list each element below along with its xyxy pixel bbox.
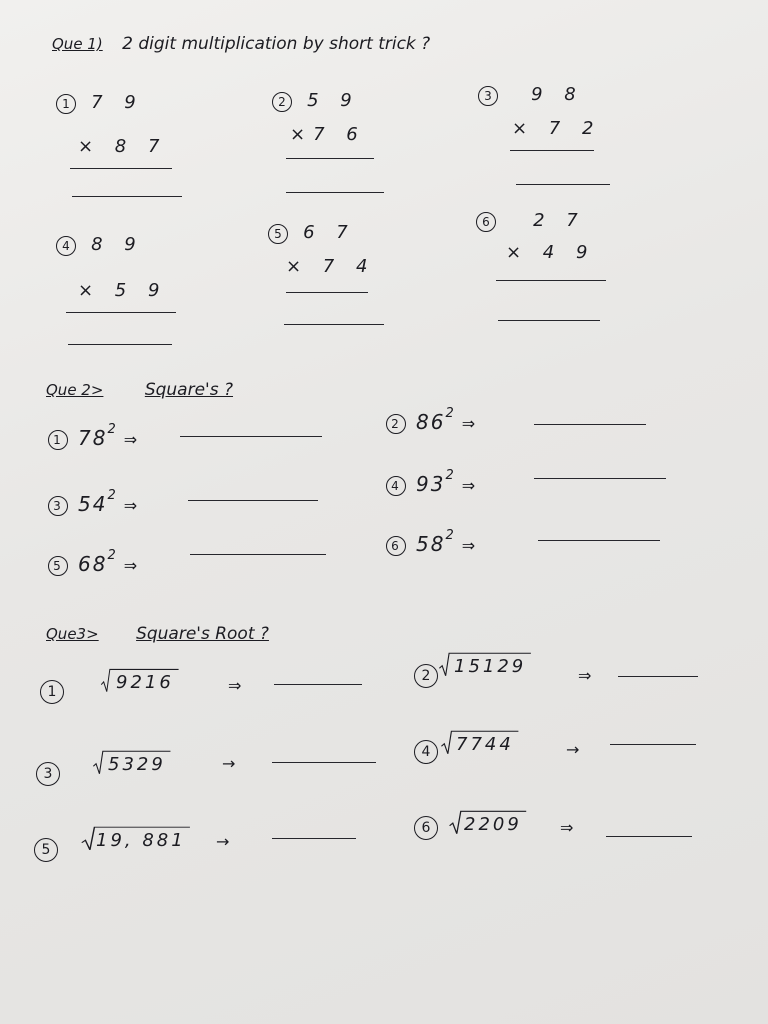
q2-item-3 <box>48 488 140 516</box>
q3-item-5-sqrt <box>80 826 192 851</box>
answer-line[interactable] <box>538 540 660 541</box>
implies-arrow: ⇒ <box>560 818 574 837</box>
q2-item-4 <box>386 468 478 496</box>
problem-number-badge: 3 <box>48 496 68 516</box>
q2-item-2 <box>386 406 478 434</box>
square-base: 68 <box>78 552 108 576</box>
radicand: 19, 881 <box>96 830 186 851</box>
q2-heading <box>46 380 233 400</box>
square-base: 58 <box>416 532 446 556</box>
answer-line[interactable] <box>190 554 326 555</box>
problem-number-badge: 4 <box>414 740 438 764</box>
problem-number-badge: 5 <box>34 838 58 862</box>
problem-number-badge: 1 <box>56 94 76 114</box>
radicand: 2209 <box>464 814 522 835</box>
q1-problem-5 <box>268 222 356 244</box>
square-exponent: 2 <box>107 422 118 438</box>
square-exponent: 2 <box>107 548 118 564</box>
implies-arrow: ⇒ <box>461 414 478 433</box>
radicand: 15129 <box>454 656 527 677</box>
q3-item-1-number <box>40 680 74 704</box>
implies-arrow: ⇒ <box>123 556 140 575</box>
q1-problem-3 <box>478 84 584 106</box>
answer-line[interactable] <box>68 344 172 345</box>
implies-arrow: ⇒ <box>461 476 478 495</box>
radicand: 7744 <box>456 734 514 755</box>
q1-title: 2 digit multiplication by short trick ? <box>122 34 431 54</box>
q3-heading <box>46 624 269 644</box>
implies-arrow: → <box>566 740 580 759</box>
implies-arrow: ⇒ <box>123 430 140 449</box>
answer-line[interactable] <box>274 684 362 685</box>
multiplicand: 7 9 <box>91 92 144 113</box>
problem-number-badge: 4 <box>386 476 406 496</box>
square-base: 78 <box>78 426 108 450</box>
answer-line[interactable] <box>272 762 376 763</box>
square-base: 93 <box>416 472 446 496</box>
q3-item-6-sqrt <box>448 810 528 835</box>
q1-problem-1-multiplier: × 8 7 <box>78 136 168 157</box>
answer-line[interactable] <box>286 192 384 193</box>
q3-item-2-sqrt <box>438 652 532 677</box>
answer-line[interactable] <box>534 478 666 479</box>
q1-problem-6-multiplier: × 4 9 <box>506 242 596 263</box>
q3-item-6-number <box>414 816 448 840</box>
problem-number-badge: 2 <box>386 414 406 434</box>
square-base: 54 <box>78 492 108 516</box>
multiplicand: 5 9 <box>307 90 360 111</box>
implies-arrow: → <box>222 754 236 773</box>
q3-item-3-sqrt <box>92 750 172 775</box>
multiplicand: 6 7 <box>303 222 356 243</box>
square-exponent: 2 <box>445 406 456 422</box>
q2-title: Square's ? <box>144 380 234 400</box>
answer-line[interactable] <box>188 500 318 501</box>
square-exponent: 2 <box>445 468 456 484</box>
answer-line[interactable] <box>284 324 384 325</box>
problem-number-badge: 1 <box>48 430 68 450</box>
problem-number-badge: 6 <box>414 816 438 840</box>
q2-item-1 <box>48 422 140 450</box>
product-underline <box>510 150 594 151</box>
answer-line[interactable] <box>498 320 600 321</box>
q2-label: Que 2> <box>46 381 104 399</box>
implies-arrow: ⇒ <box>461 536 478 555</box>
q3-item-1-sqrt <box>100 668 180 693</box>
implies-arrow: ⇒ <box>123 496 140 515</box>
answer-line[interactable] <box>534 424 646 425</box>
answer-line[interactable] <box>618 676 698 677</box>
q1-problem-4-multiplier: × 5 9 <box>78 280 168 301</box>
square-base: 86 <box>416 410 446 434</box>
product-underline <box>496 280 606 281</box>
radicand: 9216 <box>116 672 174 693</box>
problem-number-badge: 3 <box>36 762 60 786</box>
q1-problem-4 <box>56 234 144 256</box>
q3-label: Que3> <box>46 625 99 643</box>
product-underline <box>286 158 374 159</box>
answer-line[interactable] <box>272 838 356 839</box>
implies-arrow: → <box>216 832 230 851</box>
q3-item-4-sqrt <box>440 730 520 755</box>
problem-number-badge: 2 <box>414 664 438 688</box>
q1-problem-6 <box>476 210 586 232</box>
problem-number-badge: 4 <box>56 236 76 256</box>
answer-line[interactable] <box>72 196 182 197</box>
problem-number-badge: 6 <box>476 212 496 232</box>
q1-heading <box>52 34 430 54</box>
q1-problem-2-multiplier: ×7 6 <box>290 124 366 145</box>
multiplicand: 8 9 <box>91 234 144 255</box>
answer-line[interactable] <box>606 836 692 837</box>
answer-line[interactable] <box>180 436 322 437</box>
q3-item-3-number <box>36 762 70 786</box>
product-underline <box>66 312 176 313</box>
problem-number-badge: 1 <box>40 680 64 704</box>
q3-item-5-number <box>34 838 68 862</box>
problem-number-badge: 3 <box>478 86 498 106</box>
multiplicand: 9 8 <box>531 84 584 105</box>
q1-problem-3-multiplier: × 7 2 <box>512 118 602 139</box>
q2-item-6 <box>386 528 478 556</box>
problem-number-badge: 6 <box>386 536 406 556</box>
q1-problem-5-multiplier: × 7 4 <box>286 256 376 277</box>
q1-label: Que 1) <box>52 35 103 53</box>
square-exponent: 2 <box>445 528 456 544</box>
square-exponent: 2 <box>107 488 118 504</box>
problem-number-badge: 5 <box>48 556 68 576</box>
answer-line[interactable] <box>610 744 696 745</box>
answer-line[interactable] <box>516 184 610 185</box>
q2-item-5 <box>48 548 140 576</box>
implies-arrow: ⇒ <box>578 666 592 685</box>
implies-arrow: ⇒ <box>228 676 242 695</box>
multiplicand: 2 7 <box>533 210 586 231</box>
problem-number-badge: 5 <box>268 224 288 244</box>
product-underline <box>70 168 172 169</box>
q1-problem-2 <box>272 90 360 112</box>
product-underline <box>286 292 368 293</box>
problem-number-badge: 2 <box>272 92 292 112</box>
q3-title: Square's Root ? <box>136 624 269 644</box>
radicand: 5329 <box>108 754 166 775</box>
q1-problem-1 <box>56 92 144 114</box>
